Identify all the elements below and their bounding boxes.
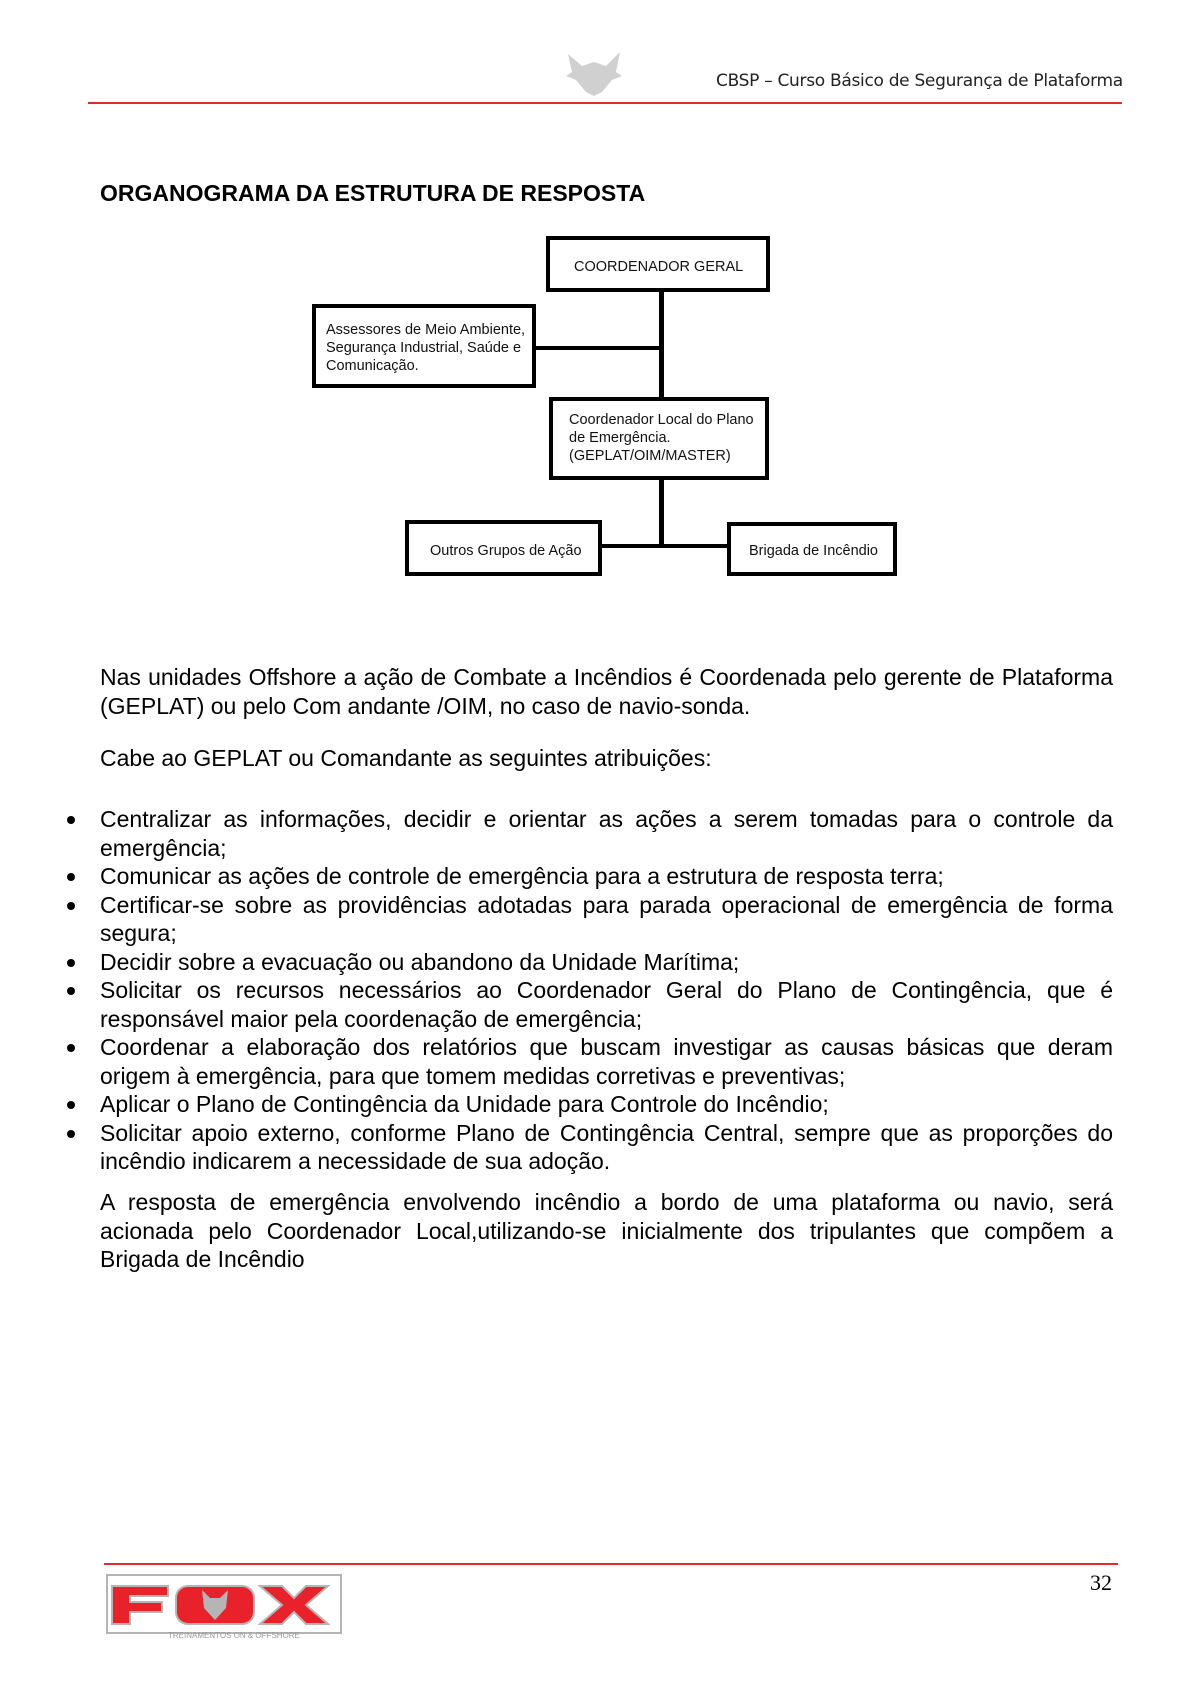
list-item	[100, 1033, 1113, 1090]
list-item	[100, 891, 1113, 948]
node-label: Coordenador Local do Plano	[569, 412, 754, 428]
node-label: Brigada de Incêndio	[749, 543, 878, 559]
intro-paragraph: Nas unidades Offshore a ação de Combate a Incêndios é Coordenada pelo gerente de Plataforma (GEPLAT) ou pelo Com andante /OIM, no caso de navio-sonda.	[100, 664, 1113, 719]
list-item-text: Certificar-se sobre as providências adotadas para parada operacional de emergência de forma segura;	[100, 891, 1113, 946]
list-item	[100, 1119, 1113, 1176]
list-item	[100, 948, 1113, 977]
page-number: 32	[1090, 1570, 1112, 1595]
bullet-icon	[67, 1130, 75, 1138]
bullet-icon	[67, 816, 75, 824]
node-label: Comunicação.	[326, 358, 419, 374]
list-item-text: Decidir sobre a evacuação ou abandono da Unidade Marítima;	[100, 948, 740, 975]
list-item	[100, 976, 1113, 1033]
header-title: CBSP – Curso Básico de Segurança de Plataforma	[716, 71, 1123, 91]
list-item	[100, 862, 1113, 891]
node-coordenador-geral	[546, 236, 770, 292]
bullet-icon	[67, 987, 75, 995]
connector-line	[659, 478, 664, 546]
bullet-icon	[67, 959, 75, 967]
node-assessores	[312, 304, 536, 388]
bullet-icon	[67, 902, 75, 910]
list-item-text: Comunicar as ações de controle de emergência para a estrutura de resposta terra;	[100, 863, 944, 889]
logo-tagline: TREINAMENTOS ON & OFFSHORE	[168, 1631, 300, 1640]
fox-head-icon	[562, 50, 626, 98]
node-label: Assessores de Meio Ambiente,	[326, 322, 526, 338]
node-label: de Emergência.	[569, 430, 671, 446]
section-title: ORGANOGRAMA DA ESTRUTURA DE RESPOSTA	[100, 180, 646, 206]
header-divider	[88, 102, 1122, 104]
list-item-text: Solicitar apoio externo, conforme Plano de Contingência Central, sempre que as proporções do incêndio indicarem a necessidade de sua adoção.	[100, 1119, 1113, 1174]
node-coordenador-local	[549, 397, 769, 480]
attributions-lead: Cabe ao GEPLAT ou Comandante as seguintes atribuições:	[100, 745, 712, 771]
list-item-text: Coordenar a elaboração dos relatórios que buscam investigar as causas básicas que deram origem à emergência, para que tomem medidas corretivas e preventivas;	[100, 1034, 1113, 1089]
list-item	[100, 1090, 1113, 1119]
bullet-icon	[67, 1101, 75, 1109]
footer-divider	[104, 1563, 1118, 1565]
node-label: COORDENADOR GERAL	[574, 259, 744, 275]
connector-line	[600, 544, 730, 548]
node-brigada	[727, 522, 897, 576]
closing-paragraph: A resposta de emergência envolvendo incêndio a bordo de uma plataforma ou navio, será acionada pelo Coordenador Local,utilizando-se inicialmente dos tripulantes que compõem a Brigada de Incêndio	[100, 1189, 1113, 1272]
node-label: (GEPLAT/OIM/MASTER)	[569, 448, 731, 464]
attributions-list	[100, 805, 1113, 1176]
node-outros-grupos	[405, 520, 602, 576]
bullet-icon	[67, 873, 75, 881]
node-label: Outros Grupos de Ação	[430, 543, 582, 559]
connector-line	[534, 346, 662, 350]
list-item-text: Solicitar os recursos necessários ao Coordenador Geral do Plano de Contingência, que é responsável maior pela coordenação de emergência;	[100, 977, 1113, 1032]
bullet-icon	[67, 1044, 75, 1052]
list-item-text: Aplicar o Plano de Contingência da Unidade para Controle do Incêndio;	[100, 1091, 829, 1117]
node-label: Segurança Industrial, Saúde e	[326, 340, 522, 356]
fox-logo-icon	[106, 1574, 342, 1640]
list-item-text: Centralizar as informações, decidir e orientar as ações a serem tomadas para o controle da emergência;	[100, 806, 1113, 861]
list-item	[100, 805, 1113, 862]
